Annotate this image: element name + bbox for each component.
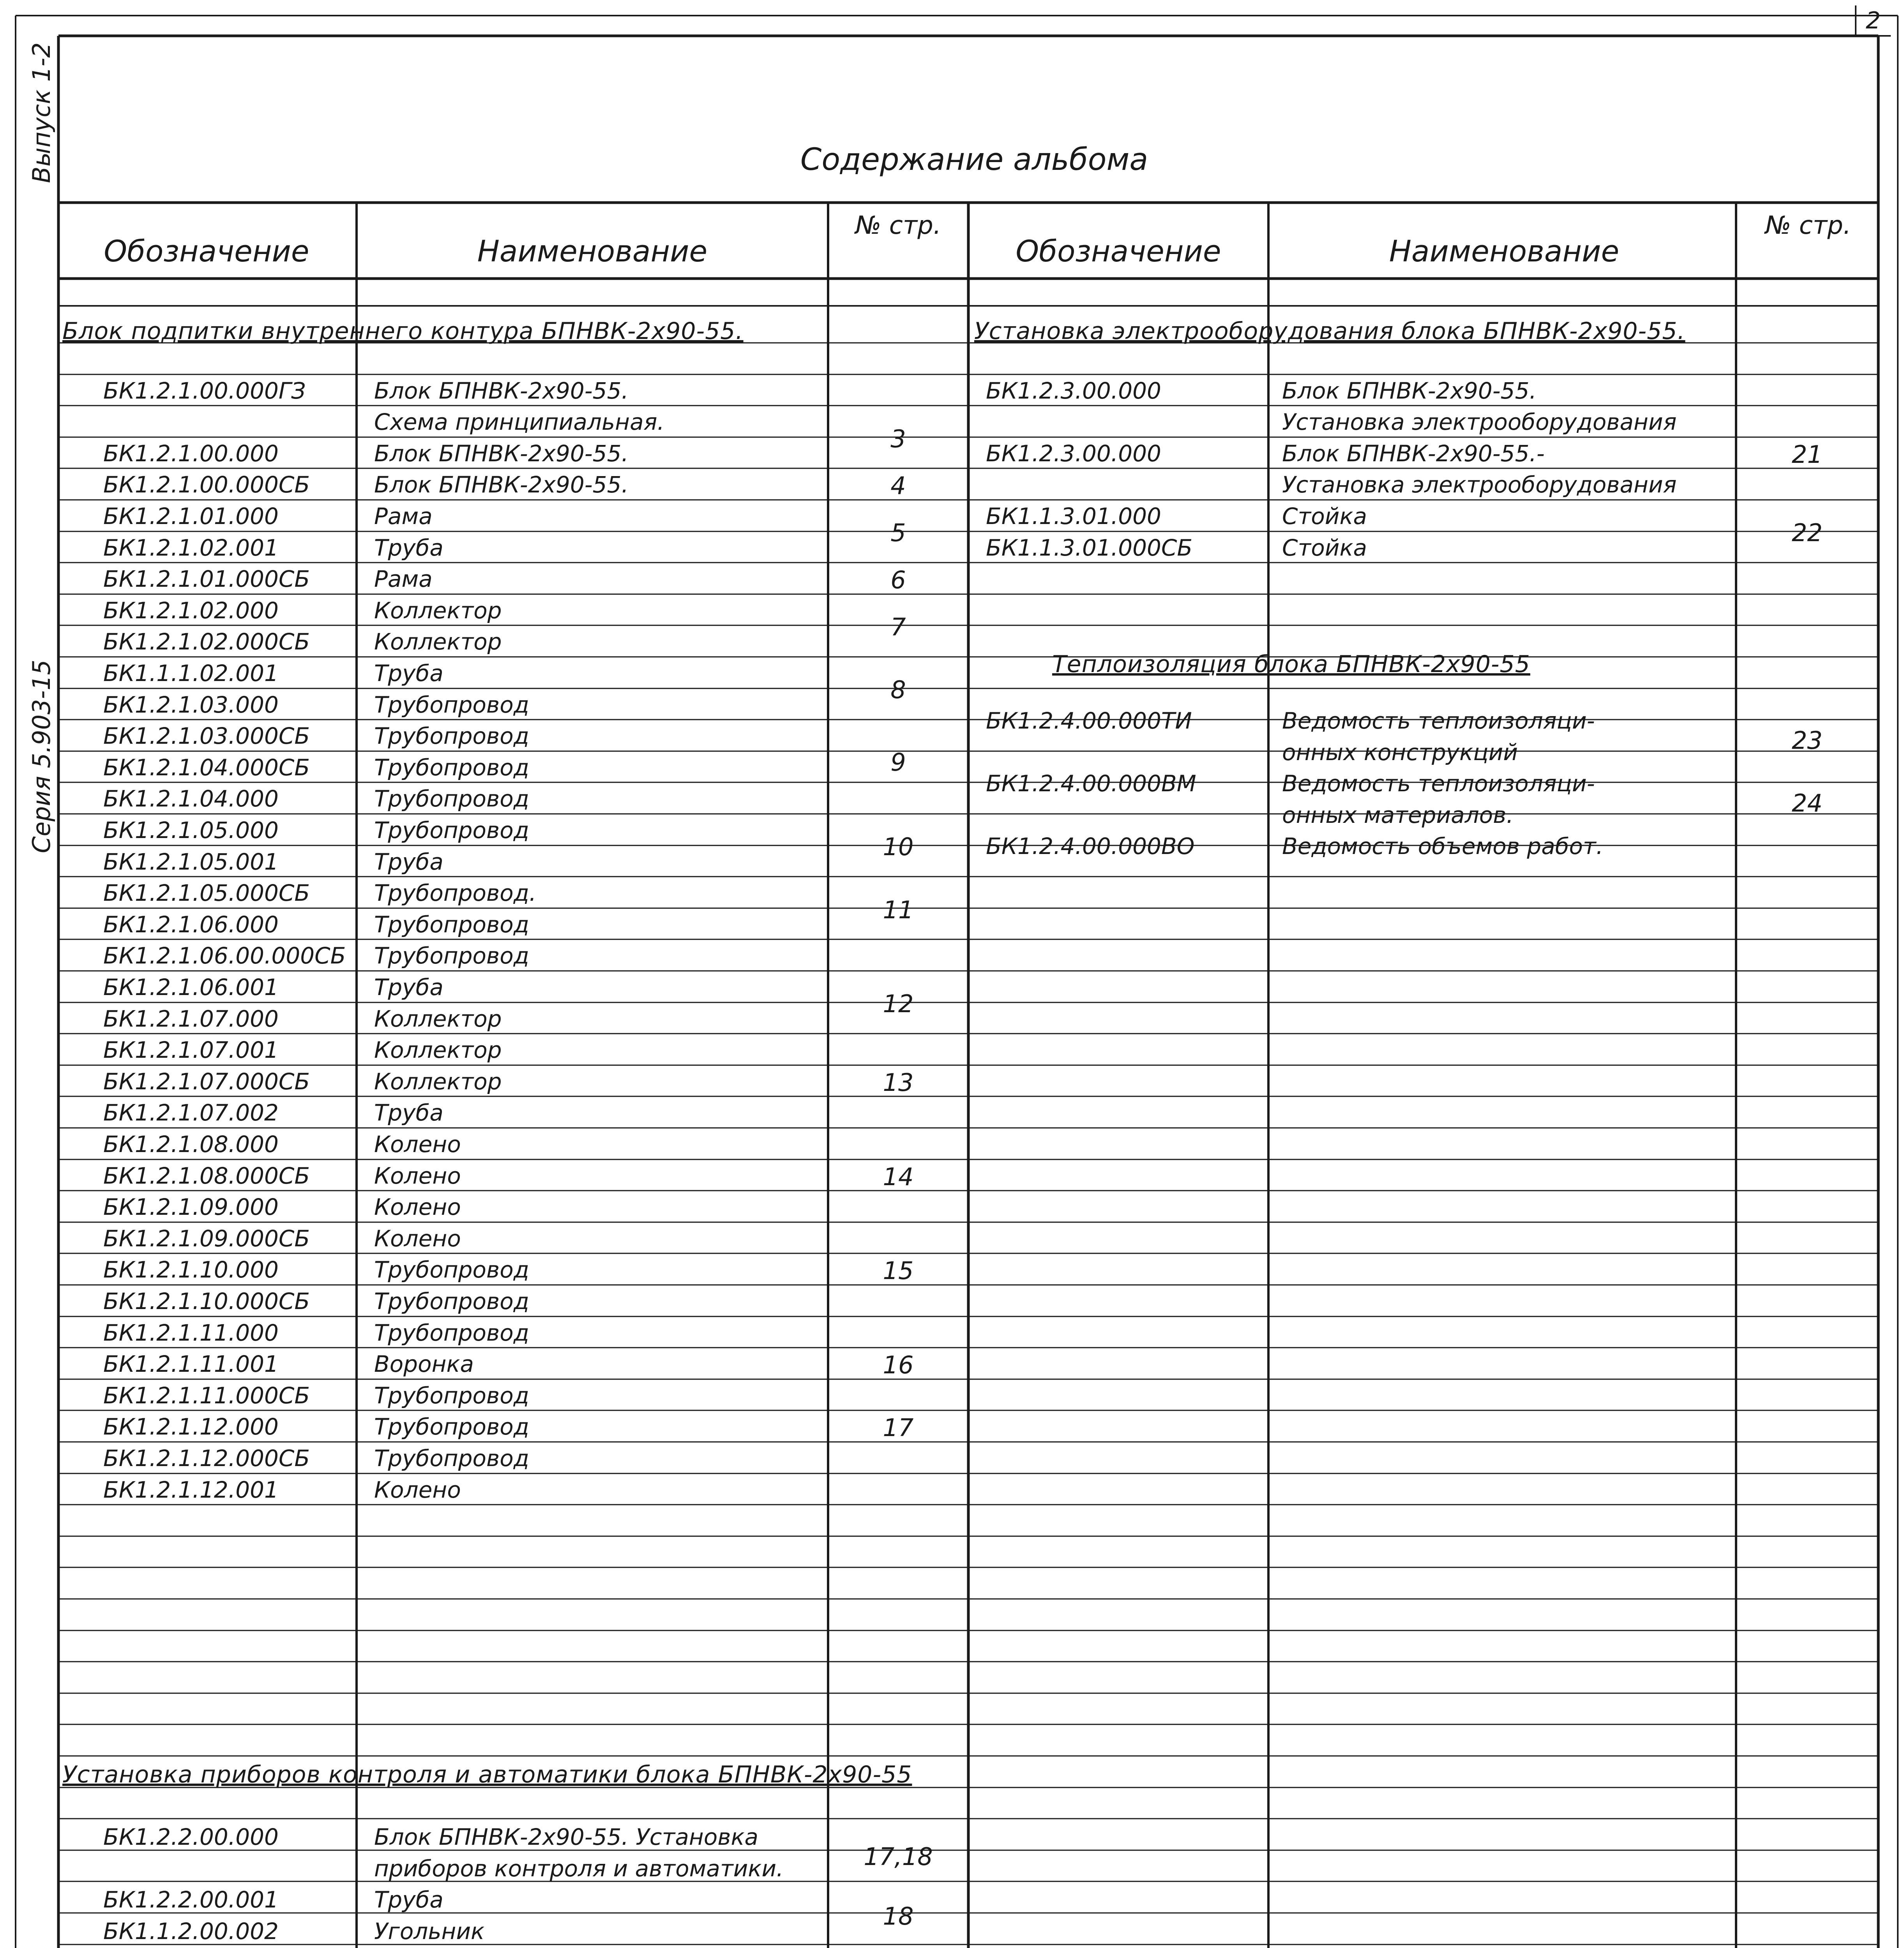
header-page-left: № стр. [855, 211, 941, 240]
row-code: БК1.2.1.07.002 [103, 1099, 279, 1126]
row-code: БК1.2.3.00.000 [986, 440, 1161, 467]
row-name: Коллектор [374, 597, 502, 624]
row-name: Труба [374, 1099, 443, 1126]
page-number: 9 [890, 748, 906, 776]
row-code: БК1.2.1.12.000СБ [103, 1445, 310, 1472]
row-name: Установка электрооборудования [1282, 471, 1677, 498]
row-name: Ведомость объемов работ. [1282, 833, 1604, 859]
row-code: БК1.2.4.00.000ТИ [986, 708, 1192, 734]
row-name: Трубопровод [374, 942, 529, 969]
page-number: 21 [1792, 440, 1823, 469]
row-name: Установка электрооборудования [1282, 409, 1677, 435]
row-code: БК1.2.1.06.00.000СБ [103, 942, 346, 969]
row-name: Труба [374, 1886, 443, 1913]
row-name: Стойка [1282, 503, 1367, 529]
row-code: БК1.2.1.11.000 [103, 1320, 279, 1346]
row-name: Рама [374, 503, 433, 529]
row-name: Труба [374, 849, 443, 875]
row-code: БК1.2.1.05.001 [103, 849, 279, 875]
page-number: 3 [890, 425, 906, 453]
row-code: БК1.2.1.05.000СБ [103, 880, 310, 906]
row-name: Ведомость теплоизоляци- [1282, 770, 1595, 797]
row-name: Угольник [374, 1918, 485, 1944]
row-name: приборов контроля и автоматики. [374, 1855, 784, 1882]
row-code: БК1.1.3.01.000СБ [986, 535, 1193, 561]
row-name: Трубопровод [374, 754, 529, 781]
page-number: 13 [883, 1068, 914, 1097]
page-number: 10 [883, 833, 914, 861]
row-name: Трубопровод [374, 911, 529, 938]
page-title: Содержание альбома [800, 142, 1148, 177]
row-code: БК1.2.2.00.001 [103, 1886, 279, 1913]
page-number: 11 [883, 896, 914, 924]
row-name: Труба [374, 974, 443, 1000]
row-code: БК1.2.1.05.000 [103, 817, 279, 843]
row-name: Колено [374, 1163, 461, 1189]
row-code: БК1.2.1.06.001 [103, 974, 279, 1000]
page-number: 5 [890, 519, 906, 547]
page-number: 15 [883, 1256, 914, 1285]
row-name: Труба [374, 535, 443, 561]
row-code: БК1.2.1.03.000СБ [103, 723, 310, 749]
row-name: Блок БПНВК-2х90-55. [1282, 378, 1537, 404]
header-name-right: Наименование [1389, 234, 1620, 268]
row-name: Трубопровод [374, 1445, 529, 1472]
row-name: Труба [374, 660, 443, 686]
row-name: Блок БПНВК-2х90-55. [374, 440, 629, 467]
row-name: Коллектор [374, 1068, 502, 1095]
row-code: БК1.2.1.01.000СБ [103, 566, 310, 592]
row-code: БК1.2.1.09.000 [103, 1194, 279, 1220]
page-number: 12 [883, 990, 914, 1018]
header-code-right: Обозначение [1016, 234, 1221, 268]
row-name: Трубопровод [374, 1256, 529, 1283]
row-code: БК1.2.1.01.000 [103, 503, 279, 529]
row-name: Трубопровод [374, 1382, 529, 1409]
row-code: БК1.2.1.08.000СБ [103, 1163, 310, 1189]
row-code: БК1.1.1.02.001 [103, 660, 279, 686]
page-number: 24 [1792, 789, 1823, 817]
page-number: 16 [883, 1351, 914, 1379]
row-name: Трубопровод [374, 692, 529, 718]
row-code: БК1.2.1.02.000 [103, 597, 279, 624]
header-name-left: Наименование [477, 234, 708, 268]
page-number: 8 [890, 676, 906, 704]
row-name: Колено [374, 1131, 461, 1158]
row-name: онных конструкций [1282, 739, 1518, 766]
row-name: Трубопровод [374, 1320, 529, 1346]
row-code: БК1.2.1.07.000СБ [103, 1068, 310, 1095]
row-code: БК1.2.1.12.000 [103, 1413, 279, 1440]
section-heading-1: Блок подпитки внутреннего контура БПНВК-2х90-55. [62, 318, 744, 345]
row-code: БК1.2.1.06.000 [103, 911, 279, 938]
row-name: Трубопровод. [374, 880, 537, 906]
row-code: БК1.2.1.12.001 [103, 1477, 279, 1503]
row-name: Коллектор [374, 628, 502, 655]
row-name: Трубопровод [374, 1413, 529, 1440]
row-code: БК1.1.3.01.000 [986, 503, 1161, 529]
header-page-right: № стр. [1765, 211, 1851, 240]
row-code: БК1.2.1.02.001 [103, 535, 279, 561]
row-code: БК1.2.1.10.000СБ [103, 1288, 310, 1315]
row-code: БК1.2.1.07.000 [103, 1006, 279, 1032]
row-code: БК1.2.4.00.000ВМ [986, 770, 1196, 797]
page-number: 4 [890, 471, 906, 500]
row-code: БК1.2.1.10.000 [103, 1256, 279, 1283]
row-code: БК1.2.1.04.000 [103, 785, 279, 812]
row-code: БК1.2.1.03.000 [103, 692, 279, 718]
page-number: 18 [883, 1902, 914, 1930]
issue-label: Выпуск 1-2 [27, 42, 56, 183]
sheet-number: 2 [1865, 7, 1881, 34]
header-code-left: Обозначение [104, 234, 309, 268]
page-number: 17,18 [864, 1842, 933, 1871]
row-name: Трубопровод [374, 1288, 529, 1315]
row-name: Колено [374, 1194, 461, 1220]
row-name: Трубопровод [374, 785, 529, 812]
page-number: 6 [890, 566, 906, 594]
row-name: Рама [374, 566, 433, 592]
row-name: Блок БПНВК-2х90-55. Установка [374, 1824, 759, 1850]
page-number: 22 [1792, 519, 1823, 547]
row-name: Схема принципиальная. [374, 409, 664, 435]
row-code: БК1.1.2.00.002 [103, 1918, 279, 1944]
section-heading-3: Установка электрооборудования блока БПНВК-2х90-55. [974, 318, 1685, 345]
row-code: БК1.2.1.00.000 [103, 440, 279, 467]
series-label: Серия 5.903-15 [27, 660, 56, 853]
row-code: БК1.2.2.00.000 [103, 1824, 279, 1850]
row-code: БК1.2.1.04.000СБ [103, 754, 310, 781]
page-number: 17 [883, 1413, 914, 1442]
row-code: БК1.2.4.00.000ВО [986, 833, 1195, 859]
row-code: БК1.2.1.00.000ГЗ [103, 378, 306, 404]
row-code: БК1.2.1.11.001 [103, 1351, 279, 1377]
row-name: Блок БПНВК-2х90-55.- [1282, 440, 1545, 467]
row-name: онных материалов. [1282, 802, 1514, 828]
section-heading-2: Установка приборов контроля и автоматики блока БПНВК-2х90-55 [62, 1761, 912, 1788]
row-name: Трубопровод [374, 723, 529, 749]
row-code: БК1.2.3.00.000 [986, 378, 1161, 404]
row-name: Блок БПНВК-2х90-55. [374, 378, 629, 404]
page-number: 7 [890, 613, 906, 641]
row-name: Колено [374, 1477, 461, 1503]
page-number: 23 [1792, 726, 1823, 755]
row-code: БК1.2.1.11.000СБ [103, 1382, 310, 1409]
row-name: Коллектор [374, 1006, 502, 1032]
row-name: Блок БПНВК-2х90-55. [374, 471, 629, 498]
section-heading-4: Теплоизоляция блока БПНВК-2х90-55 [1052, 651, 1530, 678]
row-code: БК1.2.1.09.000СБ [103, 1225, 310, 1252]
row-code: БК1.2.1.02.000СБ [103, 628, 310, 655]
row-code: БК1.2.1.08.000 [103, 1131, 279, 1158]
row-code: БК1.2.1.00.000СБ [103, 471, 310, 498]
row-name: Ведомость теплоизоляци- [1282, 708, 1595, 734]
row-name: Воронка [374, 1351, 474, 1377]
row-name: Трубопровод [374, 817, 529, 843]
row-name: Стойка [1282, 535, 1367, 561]
row-code: БК1.2.1.07.001 [103, 1037, 279, 1063]
row-name: Коллектор [374, 1037, 502, 1063]
row-name: Колено [374, 1225, 461, 1252]
page-number: 14 [883, 1163, 914, 1191]
